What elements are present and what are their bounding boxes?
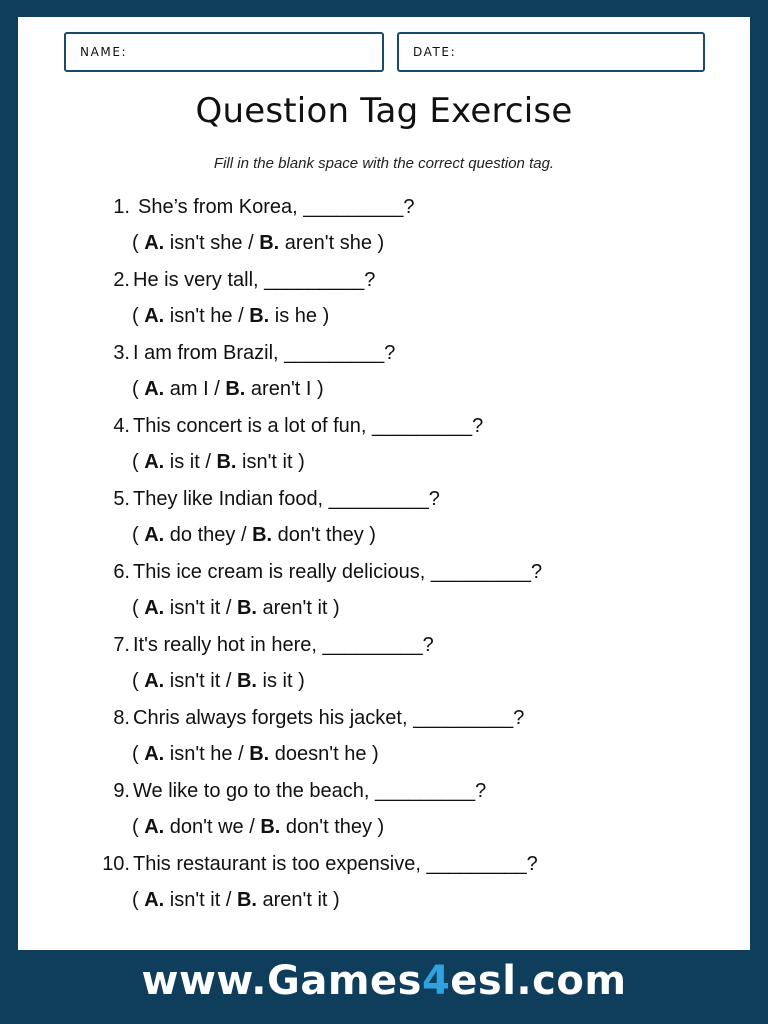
option-a-label: A. bbox=[144, 378, 165, 400]
question-item bbox=[18, 703, 750, 776]
option-b-value: don't they bbox=[285, 816, 372, 838]
option-close: ) bbox=[292, 670, 305, 692]
option-a-value: is it bbox=[169, 451, 200, 473]
option-b-value: aren't I bbox=[250, 378, 312, 400]
option-b-value: aren't it bbox=[262, 889, 328, 911]
option-a-value: isn't it bbox=[169, 597, 221, 619]
question-options bbox=[132, 232, 384, 255]
option-open: ( bbox=[132, 597, 145, 619]
option-open: ( bbox=[132, 743, 145, 765]
question-item bbox=[18, 411, 750, 484]
question-options bbox=[132, 670, 305, 693]
date-field[interactable] bbox=[397, 32, 705, 72]
name-field[interactable] bbox=[64, 32, 384, 72]
question-item bbox=[18, 776, 750, 849]
option-close: ) bbox=[327, 597, 340, 619]
question-options bbox=[132, 889, 340, 912]
option-b-label: B. bbox=[236, 670, 257, 692]
option-separator: / bbox=[220, 670, 237, 692]
option-a-value: isn't he bbox=[169, 743, 233, 765]
question-item bbox=[18, 192, 750, 265]
question-number: 3. bbox=[113, 342, 130, 364]
question-number: 6. bbox=[113, 561, 130, 583]
question-item bbox=[18, 265, 750, 338]
option-close: ) bbox=[371, 232, 385, 254]
question-text: I am from Brazil, _________? bbox=[133, 342, 396, 364]
option-separator: / bbox=[232, 305, 250, 327]
option-b-label: B. bbox=[249, 305, 270, 327]
question-list bbox=[18, 192, 750, 922]
question-text: This concert is a lot of fun, _________? bbox=[133, 415, 484, 437]
question-item bbox=[18, 338, 750, 411]
option-a-value: do they bbox=[169, 524, 236, 546]
question-options bbox=[132, 597, 340, 620]
option-close: ) bbox=[366, 743, 379, 765]
question-options bbox=[132, 743, 379, 766]
option-a-value: isn't it bbox=[169, 889, 221, 911]
option-open: ( bbox=[132, 232, 145, 254]
option-a-label: A. bbox=[144, 524, 165, 546]
question-options bbox=[132, 451, 305, 474]
question-options bbox=[132, 816, 384, 839]
option-a-label: A. bbox=[144, 889, 165, 911]
option-b-value: doesn't he bbox=[274, 743, 367, 765]
date-label: DATE: bbox=[413, 45, 457, 59]
option-open: ( bbox=[132, 670, 145, 692]
option-close: ) bbox=[311, 378, 324, 400]
option-close: ) bbox=[372, 816, 385, 838]
option-close: ) bbox=[292, 451, 305, 473]
option-b-label: B. bbox=[249, 743, 270, 765]
option-b-label: B. bbox=[236, 597, 257, 619]
worksheet bbox=[18, 17, 750, 950]
question-text: This ice cream is really delicious, _________? bbox=[133, 561, 543, 583]
option-separator: / bbox=[242, 232, 260, 254]
option-b-label: B. bbox=[260, 816, 281, 838]
option-a-label: A. bbox=[144, 451, 165, 473]
site-url bbox=[0, 958, 768, 1004]
question-text: She’s from Korea, _________? bbox=[138, 196, 415, 218]
option-a-label: A. bbox=[144, 670, 165, 692]
question-item bbox=[18, 630, 750, 703]
option-close: ) bbox=[327, 889, 340, 911]
question-text: It's really hot in here, _________? bbox=[133, 634, 434, 656]
option-separator: / bbox=[243, 816, 261, 838]
site-url-accent: 4 bbox=[421, 958, 451, 1004]
option-a-label: A. bbox=[144, 232, 165, 254]
option-b-label: B. bbox=[216, 451, 237, 473]
option-b-label: B. bbox=[225, 378, 246, 400]
option-b-label: B. bbox=[236, 889, 257, 911]
option-open: ( bbox=[132, 816, 145, 838]
option-separator: / bbox=[232, 743, 250, 765]
option-close: ) bbox=[317, 305, 330, 327]
option-b-value: isn't it bbox=[242, 451, 293, 473]
option-b-value: don't they bbox=[277, 524, 364, 546]
name-label: NAME: bbox=[80, 45, 128, 59]
option-separator: / bbox=[235, 524, 253, 546]
option-a-value: isn't it bbox=[169, 670, 221, 692]
option-b-label: B. bbox=[252, 524, 273, 546]
question-item bbox=[18, 849, 750, 922]
option-open: ( bbox=[132, 378, 145, 400]
option-a-value: am I bbox=[169, 378, 209, 400]
question-number: 5. bbox=[113, 488, 130, 510]
question-item bbox=[18, 484, 750, 557]
option-a-value: don't we bbox=[169, 816, 244, 838]
instructions: Fill in the blank space with the correct question tag. bbox=[213, 155, 555, 172]
option-a-label: A. bbox=[144, 597, 165, 619]
question-number: 8. bbox=[113, 707, 130, 729]
question-item bbox=[18, 557, 750, 630]
question-number: 4. bbox=[113, 415, 130, 437]
option-open: ( bbox=[132, 889, 145, 911]
question-number: 9. bbox=[113, 780, 130, 802]
question-text: Chris always forgets his jacket, _________? bbox=[133, 707, 525, 729]
option-b-value: is he bbox=[274, 305, 318, 327]
option-open: ( bbox=[132, 524, 145, 546]
option-b-value: aren't she bbox=[284, 232, 372, 254]
option-a-label: A. bbox=[144, 816, 165, 838]
option-a-value: isn't he bbox=[169, 305, 233, 327]
option-b-value: aren't it bbox=[262, 597, 328, 619]
question-number: 10. bbox=[102, 853, 130, 875]
question-text: He is very tall, _________? bbox=[133, 269, 376, 291]
option-separator: / bbox=[208, 378, 226, 400]
option-open: ( bbox=[132, 451, 145, 473]
question-text: This restaurant is too expensive, _________? bbox=[133, 853, 538, 875]
option-open: ( bbox=[132, 305, 145, 327]
option-separator: / bbox=[220, 597, 237, 619]
option-separator: / bbox=[220, 889, 237, 911]
question-text: We like to go to the beach, _________? bbox=[133, 780, 487, 802]
page-title: Question Tag Exercise bbox=[195, 91, 573, 131]
option-a-label: A. bbox=[144, 743, 165, 765]
option-close: ) bbox=[363, 524, 376, 546]
question-text: They like Indian food, _________? bbox=[133, 488, 440, 510]
option-a-label: A. bbox=[144, 305, 165, 327]
option-b-value: is it bbox=[262, 670, 293, 692]
option-a-value: isn't she bbox=[169, 232, 243, 254]
question-number: 2. bbox=[113, 269, 130, 291]
question-options bbox=[132, 524, 376, 547]
site-url-part1: www.Games bbox=[141, 958, 422, 1004]
question-number: 7. bbox=[113, 634, 130, 656]
question-options bbox=[132, 378, 324, 401]
option-b-label: B. bbox=[259, 232, 280, 254]
site-url-part3: esl.com bbox=[450, 958, 627, 1004]
question-options bbox=[132, 305, 329, 328]
question-number: 1. bbox=[113, 196, 130, 218]
option-separator: / bbox=[199, 451, 217, 473]
